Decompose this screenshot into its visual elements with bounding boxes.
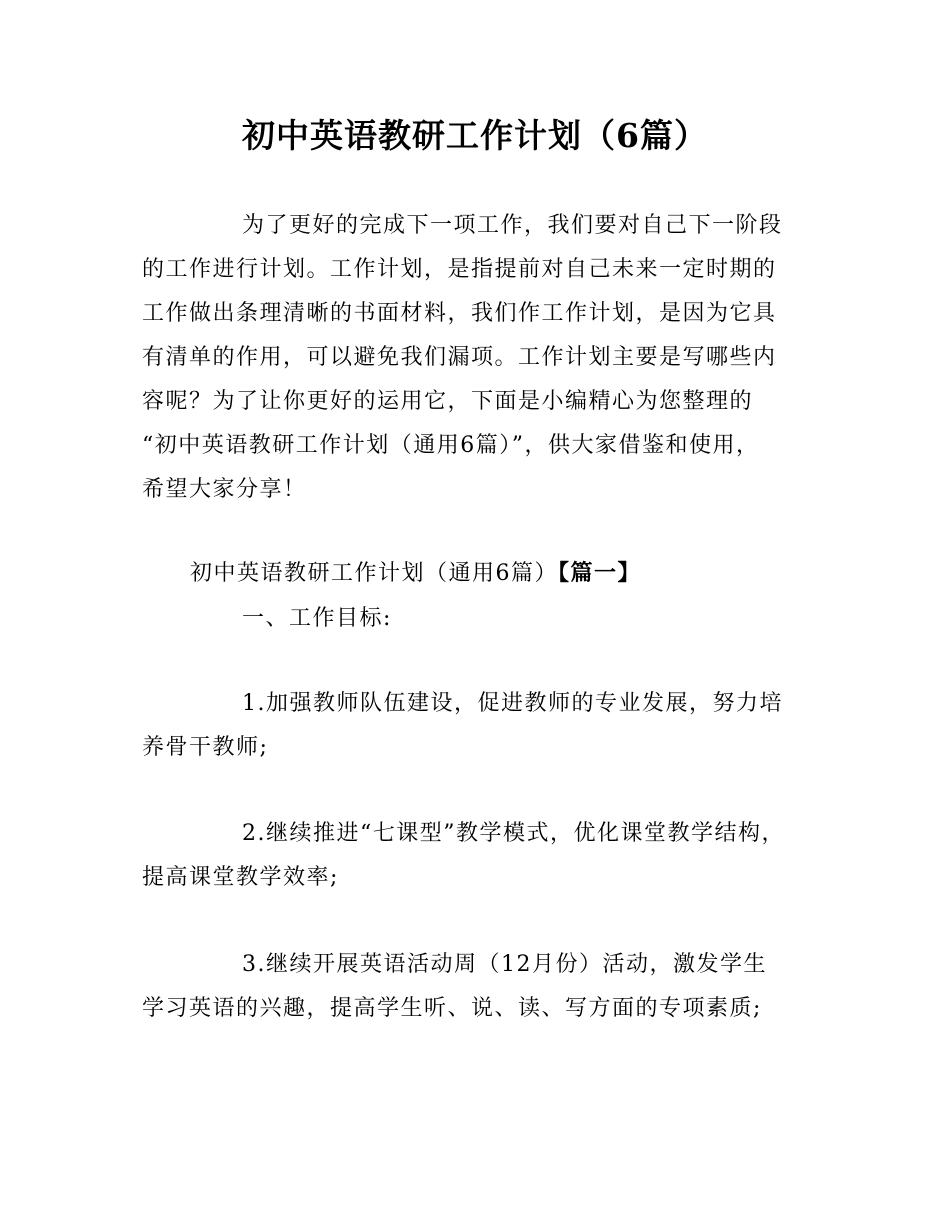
intro-line-4: 有清单的作用，可以避免我们漏项。工作计划主要是写哪些内 <box>142 345 777 370</box>
intro-line-5: 容呢？为了让你更好的运用它，下面是小编精心为您整理的 <box>142 389 754 414</box>
intro-line-7: 希望大家分享！ <box>142 477 307 502</box>
section-heading <box>190 557 641 590</box>
document-title: 初中英语教研工作计划（6篇） <box>242 116 708 155</box>
intro-line-3: 工作做出条理清晰的书面材料，我们作工作计划，是因为它具 <box>142 301 777 326</box>
item-3-line-1: 3.继续开展英语活动周（12月份）活动，激发学生 <box>242 952 767 977</box>
subheading-goals: 一、工作目标: <box>242 606 392 631</box>
item-3-line-2: 学习英语的兴趣，提高学生听、说、读、写方面的专项素质; <box>142 996 762 1021</box>
section-heading-tag: 【篇一】 <box>558 560 642 586</box>
section-heading-text: 初中英语教研工作计划（通用6篇） <box>190 561 558 586</box>
item-1-line-1: 1.加强教师队伍建设，促进教师的专业发展，努力培 <box>242 691 783 716</box>
item-2-line-2: 提高课堂教学效率; <box>142 865 339 890</box>
intro-line-2: 的工作进行计划。工作计划，是指提前对自己未来一定时期的 <box>142 257 777 282</box>
item-1-line-2: 养骨干教师; <box>142 735 269 760</box>
item-2-line-1: 2.继续推进“七课型”教学模式，优化课堂教学结构， <box>242 821 785 846</box>
intro-line-6: “初中英语教研工作计划（通用6篇）”，供大家借鉴和使用， <box>142 433 760 458</box>
intro-line-1: 为了更好的完成下一项工作，我们要对自己下一阶段 <box>242 213 783 238</box>
